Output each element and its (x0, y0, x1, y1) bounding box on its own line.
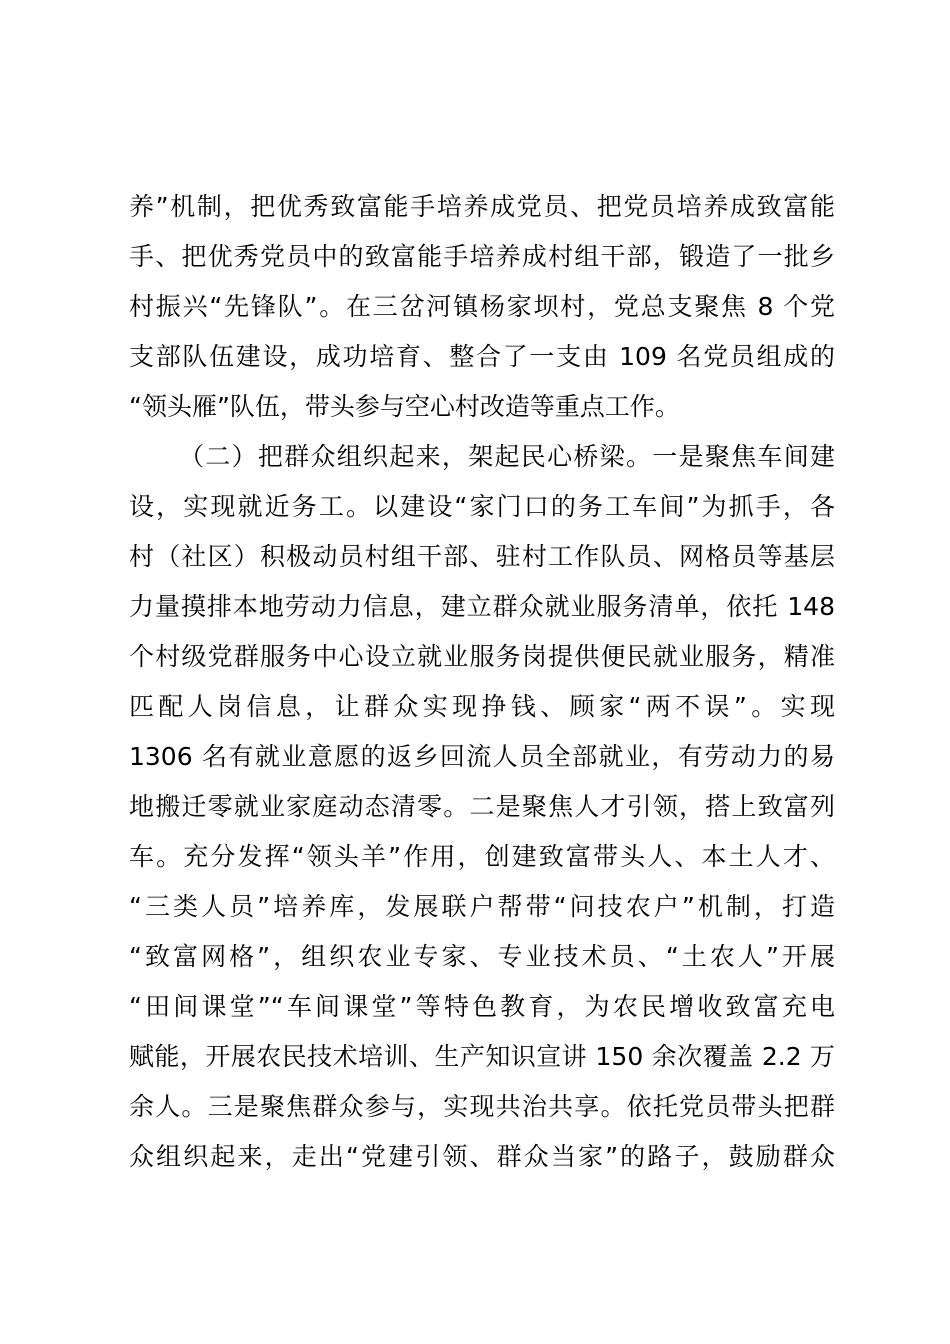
text-line: 个村级党群服务中心设立就业服务岗提供便民就业服务，精准 (129, 642, 835, 671)
body-text (129, 182, 835, 1182)
text-line: 车。充分发挥“领头羊”作用，创建致富带头人、本土人才、 (129, 842, 835, 871)
text-line: 力量摸排本地劳动力信息，建立群众就业服务清单，依托 148 (129, 592, 835, 621)
text-line: 设，实现就近务工。以建设“家门口的务工车间”为抓手，各 (129, 492, 835, 521)
text-line: 支部队伍建设，成功培育、整合了一支由 109 名党员组成的 (129, 342, 835, 371)
text-line: 地搬迁零就业家庭动态清零。二是聚焦人才引领，搭上致富列 (129, 792, 835, 821)
text-line: “致富网格”，组织农业专家、专业技术员、“土农人”开展 (129, 942, 835, 971)
text-line: 匹配人岗信息，让群众实现挣钱、顾家“两不误”。实现 (129, 692, 835, 721)
text-line: 养”机制，把优秀致富能手培养成党员、把党员培养成致富能 (129, 192, 835, 221)
text-line: 1306 名有就业意愿的返乡回流人员全部就业，有劳动力的易 (129, 742, 835, 771)
text-line: 赋能，开展农民技术培训、生产知识宣讲 150 余次覆盖 2.2 万 (129, 1042, 835, 1071)
text-line: 村（社区）积极动员村组干部、驻村工作队员、网格员等基层 (129, 542, 835, 571)
text-line: “三类人员”培养库，发展联户帮带“问技农户”机制，打造 (129, 892, 835, 921)
text-line: 村振兴“先锋队”。在三岔河镇杨家坝村，党总支聚焦 8 个党 (129, 292, 835, 321)
text-line: 众组织起来，走出“党建引领、群众当家”的路子，鼓励群众 (129, 1142, 835, 1171)
section-heading-line: （二）把群众组织起来，架起民心桥梁。一是聚焦车间建 (179, 442, 835, 471)
paragraph-end-line: “领头雁”队伍，带头参与空心村改造等重点工作。 (129, 392, 680, 421)
text-line: “田间课堂”“车间课堂”等特色教育，为农民增收致富充电 (129, 992, 835, 1021)
text-line: 手、把优秀党员中的致富能手培养成村组干部，锻造了一批乡 (129, 242, 835, 271)
text-line: 余人。三是聚焦群众参与，实现共治共享。依托党员带头把群 (129, 1092, 835, 1121)
